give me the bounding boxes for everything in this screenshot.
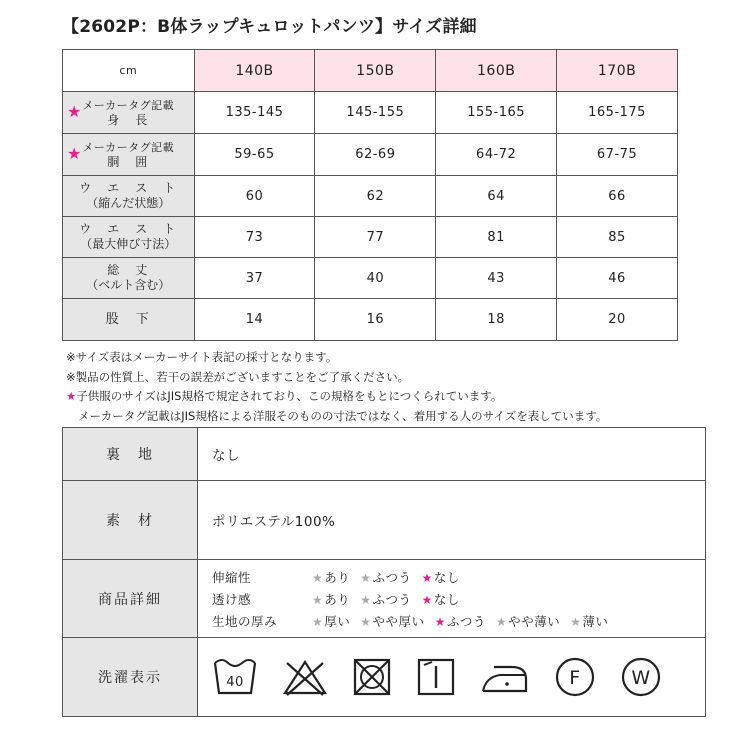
option-label: ふつう: [372, 569, 412, 585]
wet-clean-w-icon: [620, 656, 662, 698]
property-option: [422, 590, 460, 608]
table-cell: 40: [315, 258, 436, 299]
star-icon: ★: [360, 614, 372, 629]
property-option: [360, 568, 411, 586]
size-table: [62, 49, 678, 341]
property-name: 伸縮性: [212, 569, 252, 585]
product-detail-label: 商品詳細: [63, 560, 198, 638]
star-icon: ★: [360, 570, 372, 585]
star-icon: ★: [421, 592, 433, 607]
row-label: ウ エ ス ト （最大伸び寸法）: [63, 217, 195, 258]
star-icon: ★: [360, 592, 372, 607]
property-option: [312, 568, 350, 586]
row-label: ★ メーカータグ記載 胴 囲: [63, 134, 195, 176]
option-label: ふつう: [372, 591, 412, 607]
iron-low-icon: [480, 657, 530, 697]
table-cell: 59-65: [194, 134, 315, 176]
size-header: 140B: [194, 50, 315, 92]
table-cell: 66: [557, 176, 678, 217]
size-header: 170B: [557, 50, 678, 92]
row-label: 股 下: [63, 299, 195, 341]
table-row: [63, 176, 678, 217]
no-bleach-icon: [282, 657, 328, 697]
star-icon: ★: [312, 614, 324, 629]
table-cell: 43: [436, 258, 557, 299]
star-icon: ★: [495, 614, 508, 629]
property-list: [212, 566, 705, 632]
property-name: 透け感: [212, 591, 252, 607]
property-name: 生地の厚み: [212, 613, 278, 629]
table-cell: 64-72: [436, 134, 557, 176]
table-cell: 14: [194, 299, 315, 341]
option-label: 厚い: [324, 613, 351, 629]
property-option: [422, 568, 460, 586]
table-cell: 16: [315, 299, 436, 341]
product-detail-row: [63, 560, 706, 638]
table-cell: 37: [194, 258, 315, 299]
option-label: なし: [433, 591, 460, 607]
table-cell: 81: [436, 217, 557, 258]
property-row: [212, 588, 705, 610]
option-label: なし: [433, 569, 460, 585]
row-label: ★ メーカータグ記載 身 長: [63, 92, 195, 134]
lining-value: なし: [198, 428, 706, 481]
wash-40-icon: [212, 657, 258, 697]
care-icons: [198, 638, 706, 717]
table-cell: 46: [557, 258, 678, 299]
table-cell: 77: [315, 217, 436, 258]
table-row: [63, 258, 678, 299]
star-icon: ★: [67, 101, 82, 121]
material-label: 素 材: [63, 481, 198, 560]
star-icon: ★: [312, 592, 324, 607]
size-header-row: [63, 50, 678, 92]
property-row: [212, 566, 705, 588]
property-option: [360, 590, 411, 608]
lining-row: [63, 428, 706, 481]
table-cell: 64: [436, 176, 557, 217]
material-value: ポリエステル100%: [198, 481, 706, 560]
table-cell: 18: [436, 299, 557, 341]
care-row: [63, 638, 706, 717]
star-icon: ★: [66, 389, 77, 403]
note-line: ※製品の性質上、若干の誤差がございますことをご了承ください。: [66, 369, 410, 384]
star-icon: ★: [570, 614, 582, 629]
unit-cell: cm: [63, 50, 195, 92]
dry-clean-letter: F: [569, 667, 581, 689]
material-row: [63, 481, 706, 560]
product-detail-value: [198, 560, 706, 638]
property-option: [496, 612, 560, 630]
option-label: 薄い: [582, 613, 609, 629]
star-icon: ★: [434, 614, 446, 629]
line-dry-icon: [416, 657, 456, 697]
option-label: あり: [324, 569, 351, 585]
row-label: ウ エ ス ト （縮んだ状態）: [63, 176, 195, 217]
table-cell: 155-165: [436, 92, 557, 134]
wet-clean-letter: W: [631, 667, 651, 689]
table-cell: 62-69: [315, 134, 436, 176]
option-label: やや厚い: [372, 613, 425, 629]
table-cell: 20: [557, 299, 678, 341]
option-label: やや薄い: [508, 613, 561, 629]
page-title: 【2602P：B体ラップキュロットパンツ】サイズ詳細: [62, 17, 477, 37]
table-cell: 145-155: [315, 92, 436, 134]
no-tumble-dry-icon: [352, 657, 392, 697]
star-icon: ★: [421, 570, 433, 585]
table-row: [63, 217, 678, 258]
detail-table: [62, 427, 706, 717]
property-option: [312, 590, 350, 608]
size-header: 160B: [436, 50, 557, 92]
property-option: [312, 612, 350, 630]
note-line: メーカータグ記載はJIS規格による洋服そのものの寸法ではなく、着用する人のサイズを表しています。: [78, 408, 608, 423]
table-row: [63, 299, 678, 341]
table-cell: 73: [194, 217, 315, 258]
lining-label: 裏 地: [63, 428, 198, 481]
table-cell: 67-75: [557, 134, 678, 176]
size-header: 150B: [315, 50, 436, 92]
note-line: ★子供服のサイズはJIS規格で規定されており、この規格をもとにつくられています。: [66, 389, 503, 403]
notes: [66, 348, 607, 426]
table-cell: 60: [194, 176, 315, 217]
wash-temp-label: 40: [226, 675, 244, 690]
star-icon: ★: [312, 570, 324, 585]
star-icon: ★: [67, 143, 82, 163]
property-option: [570, 612, 608, 630]
property-option: [360, 612, 424, 630]
table-cell: 165-175: [557, 92, 678, 134]
care-label: 洗濯表示: [63, 638, 198, 717]
dry-clean-f-icon: [554, 656, 596, 698]
table-cell: 85: [557, 217, 678, 258]
row-label: 総 丈 （ベルト含む）: [63, 258, 195, 299]
property-row: [212, 610, 705, 632]
option-label: ふつう: [446, 613, 486, 629]
table-cell: 62: [315, 176, 436, 217]
option-label: あり: [324, 591, 351, 607]
note-line: ※サイズ表はメーカーサイト表記の採寸となります。: [66, 350, 338, 364]
table-row: [63, 92, 678, 134]
table-row: [63, 134, 678, 176]
table-cell: 135-145: [194, 92, 315, 134]
property-option: [435, 612, 486, 630]
